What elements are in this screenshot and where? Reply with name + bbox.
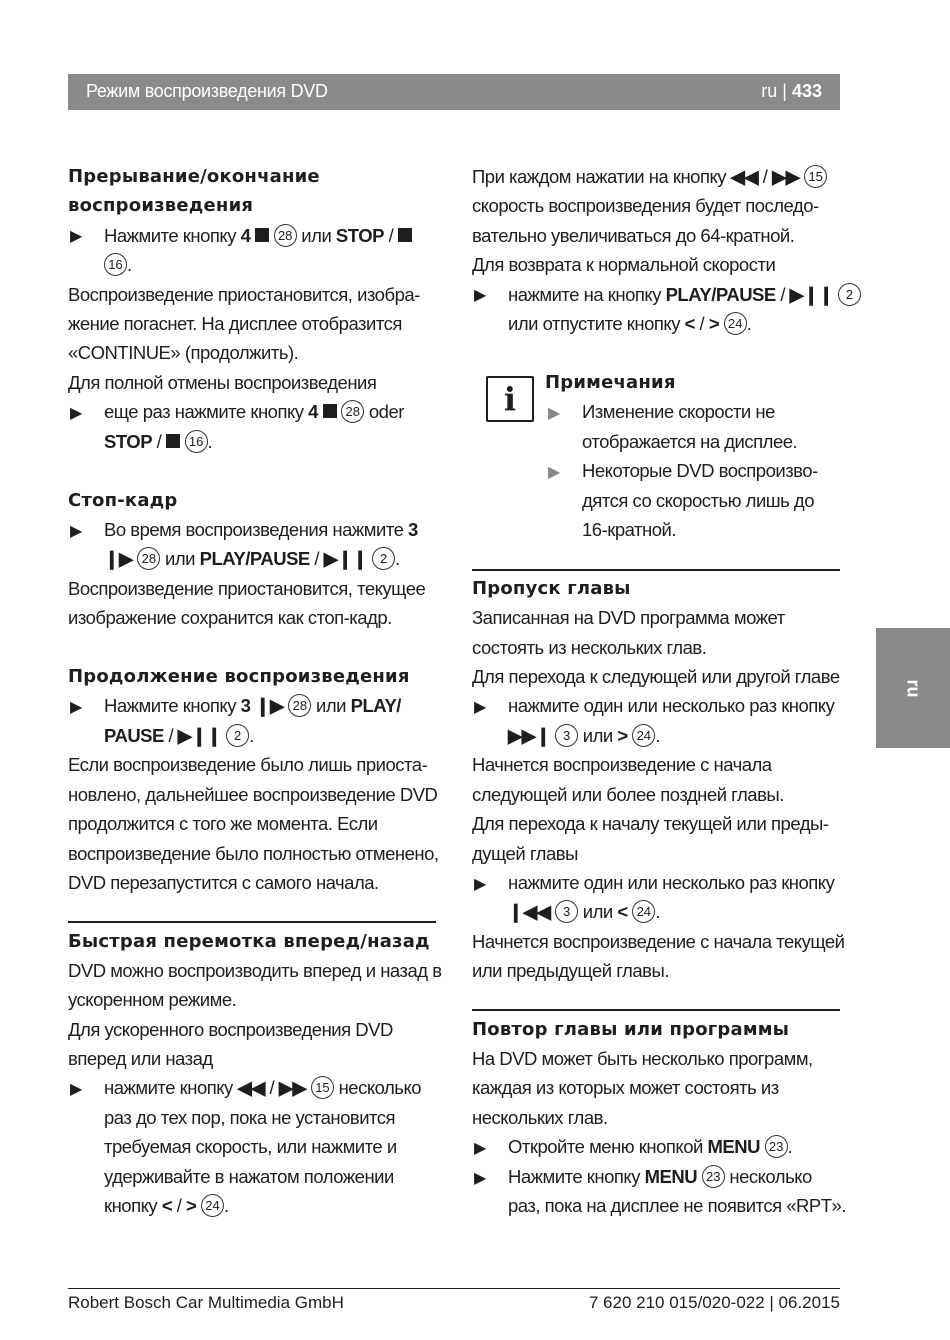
section-title-skip: Пропуск главы: [472, 578, 631, 599]
paragraph: Для перехода к следующей или другой главе: [472, 666, 840, 687]
section-divider: [472, 569, 840, 571]
section-title-resume: Продолжение воспроизведения: [68, 666, 410, 687]
list-item-cont: STOP / 16 .: [104, 431, 213, 452]
text: При каждом нажатии на кнопку: [472, 166, 731, 187]
list-item: нажмите один или несколько раз кнопку: [508, 872, 835, 893]
play-pause-icon: ▶❙❙: [789, 284, 834, 305]
section-title-freeze: Стоп-кадр: [68, 490, 178, 511]
paragraph: Если воспроизведение было лишь приоста-: [68, 754, 428, 775]
text: нажмите на кнопку: [508, 284, 666, 305]
footer-divider: [68, 1288, 840, 1289]
stop-icon: [255, 228, 269, 242]
list-item-cont: ▶▶❙ 3 или > 24 .: [508, 725, 660, 746]
text: несколько: [724, 1166, 812, 1187]
callout-number: 3: [555, 900, 578, 923]
list-item: нажмите на кнопку PLAY/PAUSE / ▶❙❙ 2: [508, 280, 861, 310]
key-label: PAUSE: [104, 725, 164, 746]
key-label: 3: [408, 519, 418, 540]
paragraph: Для полной отмены воспроизведения: [68, 372, 377, 393]
key-label: PLAY/: [350, 695, 401, 716]
footer-docnum: 7 620 210 015/020-022 | 06.2015: [588, 1293, 840, 1312]
note-item: Изменение скорости не: [582, 401, 775, 422]
language-side-tab: [876, 628, 950, 748]
step-play-icon: ❙▶: [104, 548, 133, 569]
key-label: 4: [240, 225, 251, 246]
paragraph: Для ускоренного воспроизведения DVD: [68, 1019, 393, 1040]
key-label: 4: [308, 401, 318, 422]
text: несколько: [333, 1077, 422, 1098]
paragraph: При каждом нажатии на кнопку ◀◀ / ▶▶ 15: [472, 162, 827, 192]
bullet-icon: ▶: [548, 405, 561, 422]
callout-number: 24: [632, 900, 655, 923]
list-item-cont: раз, пока на дисплее не появится «RPT».: [508, 1195, 846, 1216]
text: или: [578, 901, 618, 922]
paragraph: состоять из нескольких глав.: [472, 637, 707, 658]
list-item: [104, 397, 404, 427]
stop-icon: [398, 228, 412, 242]
text: кнопку: [104, 1195, 162, 1216]
list-item-cont: или отпустите кнопку < / > 24 .: [508, 313, 752, 334]
text: Нажмите кнопку: [104, 695, 241, 716]
fast-forward-icon: ▶▶: [278, 1077, 307, 1098]
stop-icon: [166, 434, 180, 448]
callout-number: 2: [226, 724, 249, 747]
paragraph: жение погаснет. На дисплее отобразится: [68, 313, 402, 334]
paragraph: изображение сохранится как стоп-кадр.: [68, 607, 392, 628]
language-code: ru |: [761, 81, 792, 101]
section-title-repeat: Повтор главы или программы: [472, 1019, 790, 1040]
note-item-cont: дятся со скоростью лишь до: [582, 490, 814, 511]
chevron-right-icon: >: [617, 725, 628, 746]
text: или: [296, 225, 336, 246]
chevron-left-icon: <: [617, 901, 628, 922]
play-pause-icon: ▶❙❙: [177, 725, 222, 746]
paragraph: ускоренном режиме.: [68, 989, 237, 1010]
list-item-cont: ❙◀◀ 3 или < 24 .: [508, 901, 660, 922]
callout-number: 24: [632, 724, 655, 747]
callout-number: 24: [201, 1194, 224, 1217]
paragraph: Записанная на DVD программа может: [472, 607, 785, 628]
list-item-cont: требуемая скорость, или нажмите и: [104, 1136, 397, 1157]
paragraph: «CONTINUE» (продолжить).: [68, 342, 299, 363]
key-label: MENU: [644, 1166, 698, 1187]
list-item: [104, 221, 412, 251]
list-item: [508, 1162, 812, 1192]
callout-number: 23: [702, 1165, 725, 1188]
paragraph: нескольких глав.: [472, 1107, 608, 1128]
paragraph: новлено, дальнейшее воспроизведение DVD: [68, 784, 438, 805]
paragraph: Для перехода к началу текущей или преды-: [472, 813, 829, 834]
stop-icon: [323, 404, 337, 418]
paragraph: На DVD может быть несколько программ,: [472, 1048, 813, 1069]
list-item-cont: удерживайте в нажатом положении: [104, 1166, 394, 1187]
bullet-icon: ▶: [474, 287, 487, 304]
chevron-left-icon: <: [684, 313, 695, 334]
text: или отпустите кнопку: [508, 313, 685, 334]
list-item-cont: PAUSE / ▶❙❙ 2 .: [104, 725, 254, 746]
key-label: STOP: [104, 431, 153, 452]
chevron-left-icon: <: [161, 1195, 173, 1216]
text: oder: [364, 401, 404, 422]
section-title-fast: Быстрая перемотка вперед/назад: [68, 931, 430, 952]
list-item-cont: ❙▶ 28 или PLAY/PAUSE / ▶❙❙ 2 .: [104, 548, 400, 569]
page-number: [761, 81, 822, 102]
key-label: 3: [240, 695, 251, 716]
bullet-icon: ▶: [474, 1170, 487, 1187]
bullet-icon: ▶: [70, 699, 83, 716]
section-title-interrupt: Прерывание/окончание: [68, 166, 320, 187]
callout-number: 28: [288, 694, 311, 717]
key-label: MENU: [707, 1136, 760, 1157]
note-item-cont: 16-кратной.: [582, 519, 676, 540]
chevron-right-icon: >: [186, 1195, 197, 1216]
footer-company: Robert Bosch Car Multimedia GmbH: [68, 1293, 344, 1312]
paragraph: Для возврата к нормальной скорости: [472, 254, 776, 275]
header-title: Режим воспроизведения DVD: [86, 81, 328, 101]
bullet-icon: ▶: [474, 876, 487, 893]
paragraph: или предыдущей главы.: [472, 960, 669, 981]
bullet-icon: ▶: [70, 228, 83, 245]
note-title: Примечания: [545, 372, 676, 393]
paragraph: воспроизведение было полностью отменено,: [68, 843, 439, 864]
bullet-icon: ▶: [548, 464, 561, 481]
fast-forward-icon: ▶▶: [772, 166, 800, 187]
note-item-cont: отображается на дисплее.: [582, 431, 798, 452]
text: /: [152, 431, 166, 452]
list-item: нажмите один или несколько раз кнопку: [508, 695, 835, 716]
note-item: Некоторые DVD воспроизво-: [582, 460, 818, 481]
paragraph: DVD можно воспроизводить вперед и назад в: [68, 960, 442, 981]
text: /: [383, 225, 398, 246]
previous-chapter-icon: ❙◀◀: [508, 901, 551, 922]
section-divider: [472, 1009, 840, 1011]
paragraph: Воспроизведение приостановится, текущее: [68, 578, 426, 599]
paragraph: вательно увеличиваться до 64-кратной.: [472, 225, 795, 246]
key-label: PLAY/PAUSE: [199, 548, 310, 569]
list-item: [104, 691, 401, 721]
paragraph: DVD перезапустится с самого начала.: [68, 872, 379, 893]
callout-number: 16: [104, 253, 127, 276]
play-pause-icon: ▶❙❙: [323, 548, 368, 569]
page-header: [68, 74, 840, 110]
rewind-icon: ◀◀: [730, 166, 759, 187]
paragraph: дущей главы: [472, 843, 578, 864]
callout-number: 23: [765, 1135, 788, 1158]
callout-number: 15: [311, 1076, 334, 1099]
list-item-cont: кнопку < / > 24 .: [104, 1195, 229, 1216]
page-number-value: 433: [791, 81, 822, 101]
text: еще раз нажмите кнопку: [104, 401, 309, 422]
callout-number: 3: [555, 724, 578, 747]
list-item-cont: 16 .: [104, 250, 132, 280]
paragraph: Начнется воспроизведение с начала: [472, 754, 772, 775]
callout-number: 28: [341, 400, 364, 423]
bullet-icon: ▶: [70, 405, 83, 422]
bullet-icon: ▶: [474, 1140, 487, 1157]
callout-number: 28: [274, 224, 297, 247]
next-chapter-icon: ▶▶❙: [508, 725, 551, 746]
text: или: [160, 548, 200, 569]
bullet-icon: ▶: [474, 699, 487, 716]
section-divider: [68, 921, 436, 923]
callout-number: 28: [137, 547, 160, 570]
paragraph: скорость воспроизведения будет последо-: [472, 195, 819, 216]
text: или: [578, 725, 618, 746]
callout-number: 16: [185, 430, 208, 453]
paragraph: следующей или более поздней главы.: [472, 784, 784, 805]
callout-number: 15: [804, 165, 827, 188]
paragraph: Начнется воспроизведение с начала текущей: [472, 931, 845, 952]
text: Нажмите кнопку: [508, 1166, 645, 1187]
paragraph: продолжится с того же момента. Если: [68, 813, 378, 834]
text: нажмите кнопку: [104, 1077, 238, 1098]
step-play-icon: ❙▶: [255, 695, 284, 716]
callout-number: 2: [838, 283, 861, 306]
bullet-icon: ▶: [70, 1081, 83, 1098]
callout-number: 24: [724, 312, 747, 335]
text: или: [311, 695, 351, 716]
paragraph: Воспроизведение приостановится, изобра-: [68, 284, 420, 305]
side-tab-label: ru: [903, 679, 924, 698]
list-item-cont: раз до тех пор, пока не установится: [104, 1107, 396, 1128]
text: Нажмите кнопку: [104, 225, 241, 246]
bullet-icon: ▶: [70, 523, 83, 540]
key-label: STOP: [335, 225, 384, 246]
list-item: Откройте меню кнопкой MENU 23 .: [508, 1136, 793, 1157]
section-title-interrupt-2: воспроизведения: [68, 195, 254, 216]
paragraph: каждая из которых может состоять из: [472, 1077, 779, 1098]
text: Откройте меню кнопкой: [508, 1136, 708, 1157]
callout-number: 2: [372, 547, 395, 570]
info-icon: i: [486, 376, 534, 422]
list-item: [104, 515, 418, 545]
text: Во время воспроизведения нажмите: [104, 519, 409, 540]
rewind-icon: ◀◀: [237, 1077, 265, 1098]
chevron-right-icon: >: [708, 313, 720, 334]
list-item: нажмите кнопку ◀◀ / ▶▶ 15 несколько: [104, 1077, 422, 1098]
paragraph: вперед или назад: [68, 1048, 213, 1069]
key-label: PLAY/PAUSE: [665, 284, 776, 305]
